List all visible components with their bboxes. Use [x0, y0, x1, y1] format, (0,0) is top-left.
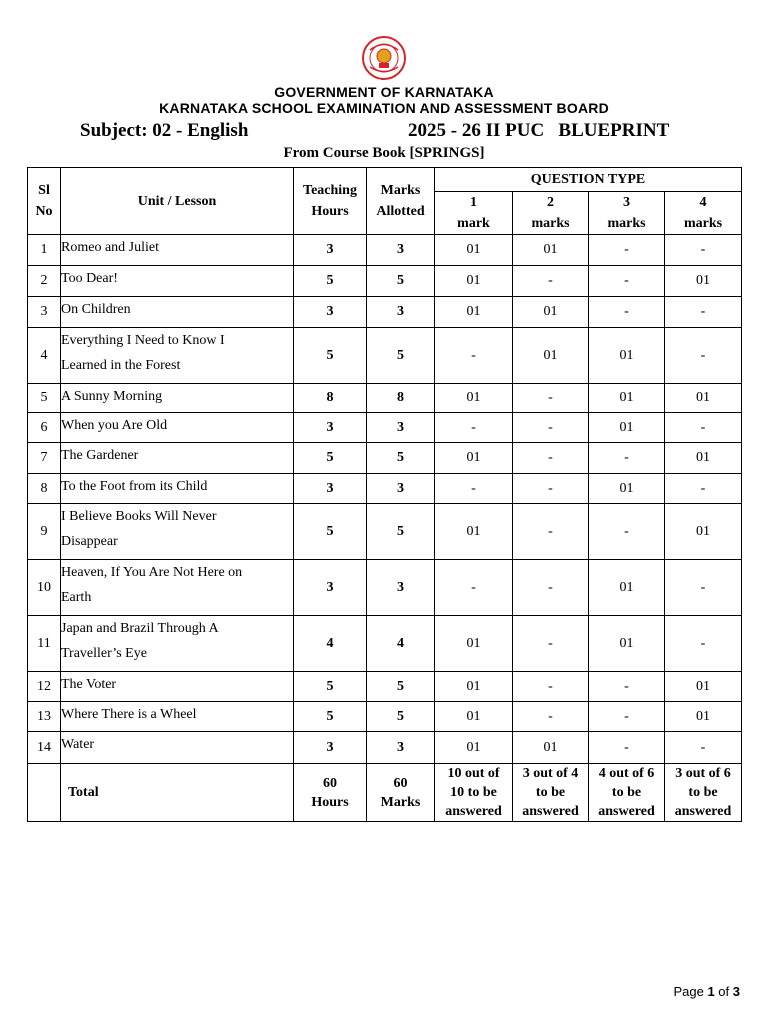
sl-no-cell: 10 [28, 560, 61, 616]
subject-title: Subject: 02 - English [80, 120, 249, 141]
lesson-cell [61, 443, 294, 474]
three-marks-cell: - [589, 297, 665, 328]
lesson-title-line: Water [61, 737, 95, 752]
lesson-title-line: Japan and Brazil Through A [61, 621, 219, 636]
four-marks-cell: - [665, 328, 742, 384]
teaching-hours-cell: 5 [294, 504, 367, 560]
lesson-title-line: Romeo and Juliet [61, 240, 159, 255]
header-3-marks: 3 marks [589, 192, 665, 235]
one-mark-cell: 01 [435, 732, 513, 764]
lesson-title-line: I Believe Books Will Never [61, 509, 217, 524]
one-mark-cell: - [435, 560, 513, 616]
sl-no-cell: 7 [28, 443, 61, 474]
teaching-hours-cell: 3 [294, 235, 367, 266]
header-marks-allotted: Marks Allotted [367, 168, 435, 235]
one-mark-cell: 01 [435, 384, 513, 413]
page-number: Page 1 of 3 [673, 984, 740, 999]
four-marks-cell: - [665, 560, 742, 616]
three-marks-cell: - [589, 732, 665, 764]
one-mark-cell: - [435, 328, 513, 384]
four-marks-cell: - [665, 297, 742, 328]
sl-no-cell: 4 [28, 328, 61, 384]
sl-no-cell: 5 [28, 384, 61, 413]
lesson-cell [61, 504, 294, 560]
teaching-hours-cell: 4 [294, 616, 367, 672]
table-row [28, 616, 742, 672]
marks-allotted-cell: 3 [367, 413, 435, 443]
lesson-title-line: Too Dear! [61, 271, 118, 286]
two-marks-cell: 01 [513, 297, 589, 328]
lesson-cell [61, 328, 294, 384]
four-marks-cell: - [665, 616, 742, 672]
teaching-hours-cell: 5 [294, 702, 367, 732]
marks-allotted-cell: 3 [367, 560, 435, 616]
two-marks-cell: 01 [513, 328, 589, 384]
lesson-title-line: Earth [61, 590, 92, 605]
three-marks-cell: - [589, 443, 665, 474]
three-marks-cell: 01 [589, 328, 665, 384]
board-heading: KARNATAKA SCHOOL EXAMINATION AND ASSESSMENT BOARD [159, 100, 609, 116]
marks-allotted-cell: 5 [367, 702, 435, 732]
one-mark-cell: 01 [435, 297, 513, 328]
lesson-title-line: When you Are Old [61, 418, 168, 433]
teaching-hours-cell: 3 [294, 732, 367, 764]
three-marks-cell: 01 [589, 560, 665, 616]
two-marks-cell: - [513, 560, 589, 616]
four-marks-cell: 01 [665, 443, 742, 474]
three-marks-cell: - [589, 235, 665, 266]
three-marks-cell: - [589, 266, 665, 297]
four-marks-cell: 01 [665, 702, 742, 732]
two-marks-cell: 01 [513, 732, 589, 764]
table-row [28, 413, 742, 443]
total-hours: 60 Hours [294, 764, 367, 822]
teaching-hours-cell: 8 [294, 384, 367, 413]
four-marks-cell: 01 [665, 384, 742, 413]
table-row [28, 297, 742, 328]
teaching-hours-cell: 5 [294, 266, 367, 297]
table-row [28, 328, 742, 384]
lesson-title-line: The Gardener [61, 448, 139, 463]
two-marks-cell: - [513, 672, 589, 702]
table-row [28, 384, 742, 413]
four-marks-cell: - [665, 474, 742, 504]
marks-allotted-cell: 5 [367, 328, 435, 384]
three-marks-cell: - [589, 672, 665, 702]
one-mark-cell: 01 [435, 235, 513, 266]
lesson-title-line: On Children [61, 302, 131, 317]
two-marks-cell: - [513, 702, 589, 732]
sl-no-cell: 14 [28, 732, 61, 764]
two-marks-cell: - [513, 616, 589, 672]
three-marks-cell: - [589, 702, 665, 732]
header-question-type: QUESTION TYPE [435, 168, 742, 192]
marks-allotted-cell: 5 [367, 443, 435, 474]
four-marks-cell: - [665, 732, 742, 764]
sl-no-cell: 1 [28, 235, 61, 266]
header-2-marks: 2 marks [513, 192, 589, 235]
lesson-title-line: The Voter [61, 677, 117, 692]
total-q3: 4 out of 6 to be answered [589, 764, 665, 822]
table-row [28, 266, 742, 297]
three-marks-cell: 01 [589, 474, 665, 504]
lesson-cell [61, 474, 294, 504]
lesson-title-line: To the Foot from its Child [61, 479, 208, 494]
lesson-title-line: Learned in the Forest [61, 358, 181, 373]
header-teaching-hours: Teaching Hours [294, 168, 367, 235]
teaching-hours-cell: 5 [294, 443, 367, 474]
sl-no-cell: 6 [28, 413, 61, 443]
four-marks-cell: 01 [665, 266, 742, 297]
total-label: Total [61, 764, 294, 822]
four-marks-cell: 01 [665, 672, 742, 702]
one-mark-cell: - [435, 413, 513, 443]
lesson-cell [61, 266, 294, 297]
two-marks-cell: - [513, 266, 589, 297]
marks-allotted-cell: 8 [367, 384, 435, 413]
lesson-cell [61, 732, 294, 764]
lesson-title-line: Traveller’s Eye [61, 646, 147, 661]
sl-no-cell: 11 [28, 616, 61, 672]
table-row [28, 702, 742, 732]
marks-allotted-cell: 5 [367, 266, 435, 297]
table-row [28, 732, 742, 764]
one-mark-cell: - [435, 474, 513, 504]
four-marks-cell: - [665, 413, 742, 443]
teaching-hours-cell: 3 [294, 297, 367, 328]
three-marks-cell: 01 [589, 384, 665, 413]
teaching-hours-cell: 5 [294, 328, 367, 384]
total-row [28, 764, 742, 822]
teaching-hours-cell: 3 [294, 413, 367, 443]
two-marks-cell: - [513, 413, 589, 443]
marks-allotted-cell: 3 [367, 297, 435, 328]
government-heading: GOVERNMENT OF KARNATAKA [274, 84, 494, 100]
table-row [28, 504, 742, 560]
two-marks-cell: - [513, 384, 589, 413]
karnataka-government-seal-icon [352, 34, 416, 82]
year-blueprint-title: 2025 - 26 II PUC BLUEPRINT [408, 120, 670, 141]
marks-allotted-cell: 3 [367, 732, 435, 764]
two-marks-cell: - [513, 443, 589, 474]
marks-allotted-cell: 3 [367, 474, 435, 504]
one-mark-cell: 01 [435, 266, 513, 297]
teaching-hours-cell: 3 [294, 560, 367, 616]
lesson-title-line: A Sunny Morning [61, 389, 163, 404]
sl-no-cell: 12 [28, 672, 61, 702]
three-marks-cell: 01 [589, 616, 665, 672]
teaching-hours-cell: 5 [294, 672, 367, 702]
sl-no-cell: 3 [28, 297, 61, 328]
lesson-cell [61, 702, 294, 732]
table-row [28, 672, 742, 702]
header-4-marks: 4 marks [665, 192, 742, 235]
one-mark-cell: 01 [435, 702, 513, 732]
lesson-cell [61, 384, 294, 413]
lesson-title-line: Everything I Need to Know I [61, 333, 225, 348]
table-row [28, 235, 742, 266]
table-row [28, 560, 742, 616]
lesson-cell [61, 616, 294, 672]
one-mark-cell: 01 [435, 504, 513, 560]
header-sl-no: Sl No [28, 168, 61, 235]
header-1-mark: 1 mark [435, 192, 513, 235]
one-mark-cell: 01 [435, 672, 513, 702]
marks-allotted-cell: 4 [367, 616, 435, 672]
lesson-cell [61, 560, 294, 616]
total-q2: 3 out of 4 to be answered [513, 764, 589, 822]
marks-allotted-cell: 3 [367, 235, 435, 266]
sl-no-cell: 13 [28, 702, 61, 732]
sl-no-cell: 2 [28, 266, 61, 297]
total-q1: 10 out of 10 to be answered [435, 764, 513, 822]
lesson-title-line: Where There is a Wheel [61, 707, 197, 722]
total-sl-cell [28, 764, 61, 822]
table-row [28, 474, 742, 504]
two-marks-cell: - [513, 504, 589, 560]
two-marks-cell: 01 [513, 235, 589, 266]
lesson-cell [61, 672, 294, 702]
teaching-hours-cell: 3 [294, 474, 367, 504]
four-marks-cell: - [665, 235, 742, 266]
header-unit-lesson: Unit / Lesson [61, 168, 294, 235]
total-marks: 60 Marks [367, 764, 435, 822]
total-q4: 3 out of 6 to be answered [665, 764, 742, 822]
three-marks-cell: 01 [589, 413, 665, 443]
four-marks-cell: 01 [665, 504, 742, 560]
lesson-title-line: Heaven, If You Are Not Here on [61, 565, 243, 580]
lesson-title-line: Disappear [61, 534, 118, 549]
sl-no-cell: 8 [28, 474, 61, 504]
blueprint-table [27, 167, 742, 822]
one-mark-cell: 01 [435, 616, 513, 672]
marks-allotted-cell: 5 [367, 672, 435, 702]
lesson-cell [61, 413, 294, 443]
course-book-title: From Course Book [SPRINGS] [283, 145, 485, 161]
table-row [28, 443, 742, 474]
three-marks-cell: - [589, 504, 665, 560]
lesson-cell [61, 235, 294, 266]
one-mark-cell: 01 [435, 443, 513, 474]
two-marks-cell: - [513, 474, 589, 504]
lesson-cell [61, 297, 294, 328]
sl-no-cell: 9 [28, 504, 61, 560]
marks-allotted-cell: 5 [367, 504, 435, 560]
